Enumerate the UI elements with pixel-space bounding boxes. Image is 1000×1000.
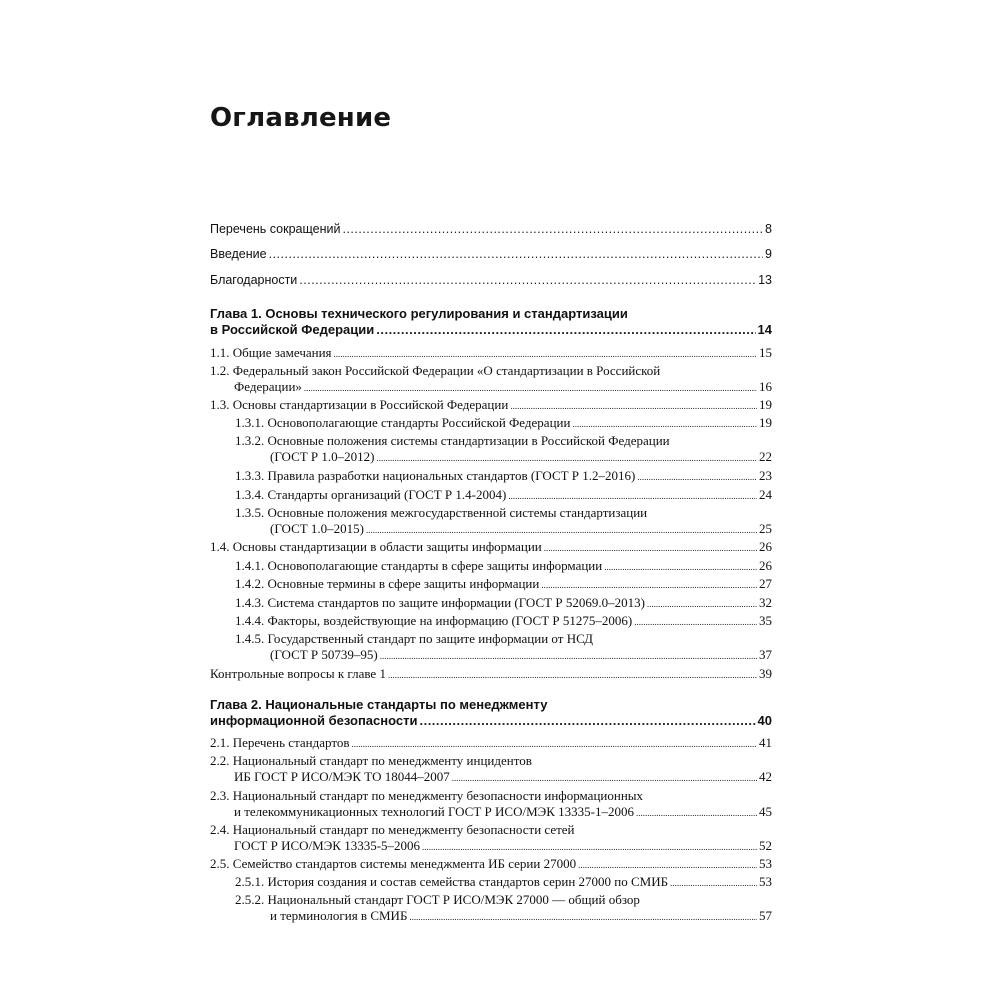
dot-leader	[422, 838, 757, 856]
dot-leader	[508, 487, 757, 505]
dot-leader	[376, 322, 755, 338]
toc-page-number: 16	[759, 378, 772, 394]
toc-entry-number: 2.5.1.	[235, 874, 265, 889]
toc-chapter-1[interactable]	[210, 306, 772, 337]
toc-entry-text: Федеральный закон Российской Федерации «О стандартизации в Российской	[232, 363, 661, 378]
toc-entry-text: Факторы, воздействующие на информацию (ГОСТ Р 51275–2006)	[267, 613, 633, 628]
toc-page-number: 22	[759, 448, 772, 464]
toc-entry-text: Основные положения системы стандартизации в Российской Федерации	[267, 433, 670, 448]
toc-page-number: 37	[759, 646, 772, 662]
dot-leader	[342, 222, 763, 238]
toc-entry-number: 1.4.5.	[235, 631, 265, 646]
toc-entry-text-cont: (ГОСТ Р 1.0–2012)	[270, 448, 375, 464]
dot-leader	[352, 735, 758, 753]
dot-leader	[604, 558, 757, 576]
toc-entry-number: 2.1.	[210, 735, 230, 750]
chapter-title-line1: Глава 1. Основы технического регулирования и стандартизации	[210, 306, 628, 321]
toc-entry-text: Основные термины в сфере защиты информации	[267, 576, 540, 591]
toc-entry-2-3[interactable]	[210, 788, 772, 821]
toc-page-number: 53	[759, 856, 772, 871]
toc-entry-introduction[interactable]	[210, 247, 772, 263]
dot-leader	[510, 397, 757, 415]
dot-leader	[299, 273, 756, 289]
toc-entry-number: 1.4.2.	[235, 576, 265, 591]
toc-page-number: 8	[765, 222, 772, 236]
toc-entry-text-cont: и телекоммуникационных технологий ГОСТ Р ИСО/МЭК 13335-1–2006	[234, 803, 634, 819]
toc-entry-text: Стандарты организаций (ГОСТ Р 1.4-2004)	[267, 487, 507, 502]
toc-entry-1-4-2[interactable]	[210, 576, 772, 594]
toc-entry-2-4[interactable]	[210, 822, 772, 855]
toc-entry-1-4-1[interactable]	[210, 558, 772, 576]
toc-entry-text: Перечень стандартов	[232, 735, 350, 750]
toc-entry-number: 1.4.3.	[235, 595, 265, 610]
toc-page-number: 25	[759, 520, 772, 536]
toc-entry-number: 1.3.5.	[235, 505, 265, 520]
dot-leader	[637, 468, 757, 486]
toc-entry-text: Основополагающие стандарты Российской Федерации	[267, 415, 571, 430]
dot-leader	[334, 345, 757, 363]
toc-entry-1-1[interactable]	[210, 345, 772, 363]
toc-entry-1-3-3[interactable]	[210, 468, 772, 486]
toc-entry-text: Основы стандартизации в области защиты информации	[232, 539, 542, 554]
toc-page-number: 26	[759, 539, 772, 554]
toc-entry-1-4-3[interactable]	[210, 595, 772, 613]
toc-entry-1-4-4[interactable]	[210, 613, 772, 631]
toc-entry-text: Национальный стандарт по менеджменту инцидентов	[232, 753, 532, 768]
toc-entry-text: Основополагающие стандарты в сфере защиты информации	[267, 558, 603, 573]
toc-entry-1-3-5[interactable]	[210, 505, 772, 538]
toc-page-number: 26	[759, 558, 772, 573]
toc-page-number: 42	[759, 768, 772, 784]
toc-page-number: 13	[758, 273, 772, 287]
toc-entry-text: Семейство стандартов системы менеджмента ИБ серии 27000	[232, 856, 577, 871]
chapter-title-line2: информационной безопасности	[210, 712, 418, 728]
toc-page-number: 9	[765, 247, 772, 261]
toc-entry-2-5[interactable]	[210, 856, 772, 874]
toc-entry-text: Национальный стандарт по менеджменту безопасности сетей	[232, 822, 575, 837]
toc-page-number: 27	[759, 576, 772, 591]
toc-page-number: 24	[759, 487, 772, 502]
toc-entry-number: 2.5.	[210, 856, 230, 871]
toc-entry-number: 1.4.	[210, 539, 230, 554]
toc-entry-2-2[interactable]	[210, 753, 772, 786]
dot-leader	[636, 804, 757, 822]
toc-entry-1-3-2[interactable]	[210, 433, 772, 466]
dot-leader	[366, 521, 757, 539]
dot-leader	[409, 908, 757, 926]
toc-entry-1-3-1[interactable]	[210, 415, 772, 433]
toc-entry-2-5-1[interactable]	[210, 874, 772, 892]
dot-leader	[377, 449, 758, 467]
dot-leader	[380, 647, 757, 665]
toc-page-number: 15	[759, 345, 772, 360]
toc-entry-text: Государственный стандарт по защите информации от НСД	[267, 631, 593, 646]
toc-page-number: 57	[759, 907, 772, 923]
dot-leader	[670, 874, 757, 892]
toc-entry-text: Правила разработки национальных стандартов (ГОСТ Р 1.2–2016)	[267, 468, 636, 483]
toc-entry-text: Система стандартов по защите информации (ГОСТ Р 52069.0–2013)	[267, 595, 645, 610]
toc-page-number: 40	[757, 712, 772, 728]
toc-entry-1-4[interactable]	[210, 539, 772, 557]
toc-entry-acknowledgements[interactable]	[210, 273, 772, 289]
toc-entry-text: Контрольные вопросы к главе 1	[210, 666, 386, 681]
toc-entry-2-5-2[interactable]	[210, 892, 772, 925]
page-title: Оглавление	[210, 103, 392, 133]
dot-leader	[388, 666, 757, 684]
toc-entry-number: 2.3.	[210, 788, 230, 803]
toc-page-number: 19	[759, 397, 772, 412]
toc-entry-text: Введение	[210, 247, 267, 261]
toc-page-number: 32	[759, 595, 772, 610]
toc-entry-number: 2.2.	[210, 753, 230, 768]
dot-leader	[544, 539, 757, 557]
dot-leader	[452, 769, 757, 787]
dot-leader	[541, 576, 757, 594]
toc-entry-number: 1.2.	[210, 363, 230, 378]
toc-entry-number: 1.3.	[210, 397, 230, 412]
dot-leader	[634, 613, 757, 631]
toc-entry-1-4-5[interactable]	[210, 631, 772, 664]
dot-leader	[578, 856, 757, 874]
chapter-title-line1: Глава 2. Национальные стандарты по менеджменту	[210, 697, 548, 712]
toc-page-number: 39	[759, 666, 772, 681]
toc-entry-2-1[interactable]	[210, 735, 772, 753]
toc-entry-number: 2.4.	[210, 822, 230, 837]
toc-entry-number: 1.3.1.	[235, 415, 265, 430]
toc-entry-text-cont: и терминология в СМИБ	[270, 907, 408, 923]
toc-entry-text-cont: (ГОСТ 1.0–2015)	[270, 520, 365, 536]
dot-leader	[647, 595, 757, 613]
toc-entry-text-cont: ИБ ГОСТ Р ИСО/МЭК ТО 18044–2007	[234, 768, 450, 784]
toc-entry-control-questions-1[interactable]	[210, 666, 772, 684]
toc-entry-text-cont: (ГОСТ Р 50739–95)	[270, 646, 378, 662]
toc-entry-text-cont: ГОСТ Р ИСО/МЭК 13335-5–2006	[234, 837, 421, 853]
toc-entry-text: Национальный стандарт по менеджменту безопасности информационных	[232, 788, 644, 803]
toc-chapter-2[interactable]	[210, 697, 772, 728]
toc-page-number: 53	[759, 874, 772, 889]
dot-leader	[572, 415, 757, 433]
toc-entry-text: Основные положения межгосударственной системы стандартизации	[267, 505, 648, 520]
toc-page-number: 35	[759, 613, 772, 628]
toc-entry-number: 1.4.1.	[235, 558, 265, 573]
toc-entry-text: История создания и состав семейства стандартов серин 27000 по СМИБ	[267, 874, 669, 889]
toc-entry-text: Национальный стандарт ГОСТ Р ИСО/МЭК 27000 — общий обзор	[267, 892, 640, 907]
chapter-title-line2: в Российской Федерации	[210, 321, 375, 337]
toc-page-number: 14	[757, 321, 772, 337]
toc-entry-1-3-4[interactable]	[210, 487, 772, 505]
toc-page-number: 45	[759, 803, 772, 819]
toc-entry-number: 1.3.4.	[235, 487, 265, 502]
toc-page-number: 41	[759, 735, 772, 750]
dot-leader	[419, 713, 755, 729]
toc-entry-abbreviations[interactable]	[210, 222, 772, 238]
toc-entry-number: 1.1.	[210, 345, 230, 360]
toc-entry-text: Общие замечания	[232, 345, 332, 360]
dot-leader	[304, 379, 757, 397]
toc-entry-text-cont: Федерации»	[234, 378, 302, 394]
toc-entry-text: Основы стандартизации в Российской Федерации	[232, 397, 509, 412]
toc-page-number: 19	[759, 415, 772, 430]
toc-page-number: 52	[759, 837, 772, 853]
toc-entry-1-3[interactable]	[210, 397, 772, 415]
toc-entry-number: 1.3.3.	[235, 468, 265, 483]
toc-entry-number: 1.3.2.	[235, 433, 265, 448]
toc-entry-text: Перечень сокращений	[210, 222, 341, 236]
toc-entry-1-2[interactable]	[210, 363, 772, 396]
dot-leader	[269, 247, 763, 263]
toc-entry-number: 1.4.4.	[235, 613, 265, 628]
toc-entry-text: Благодарности	[210, 273, 298, 287]
toc-page-number: 23	[759, 468, 772, 483]
toc-entry-number: 2.5.2.	[235, 892, 265, 907]
